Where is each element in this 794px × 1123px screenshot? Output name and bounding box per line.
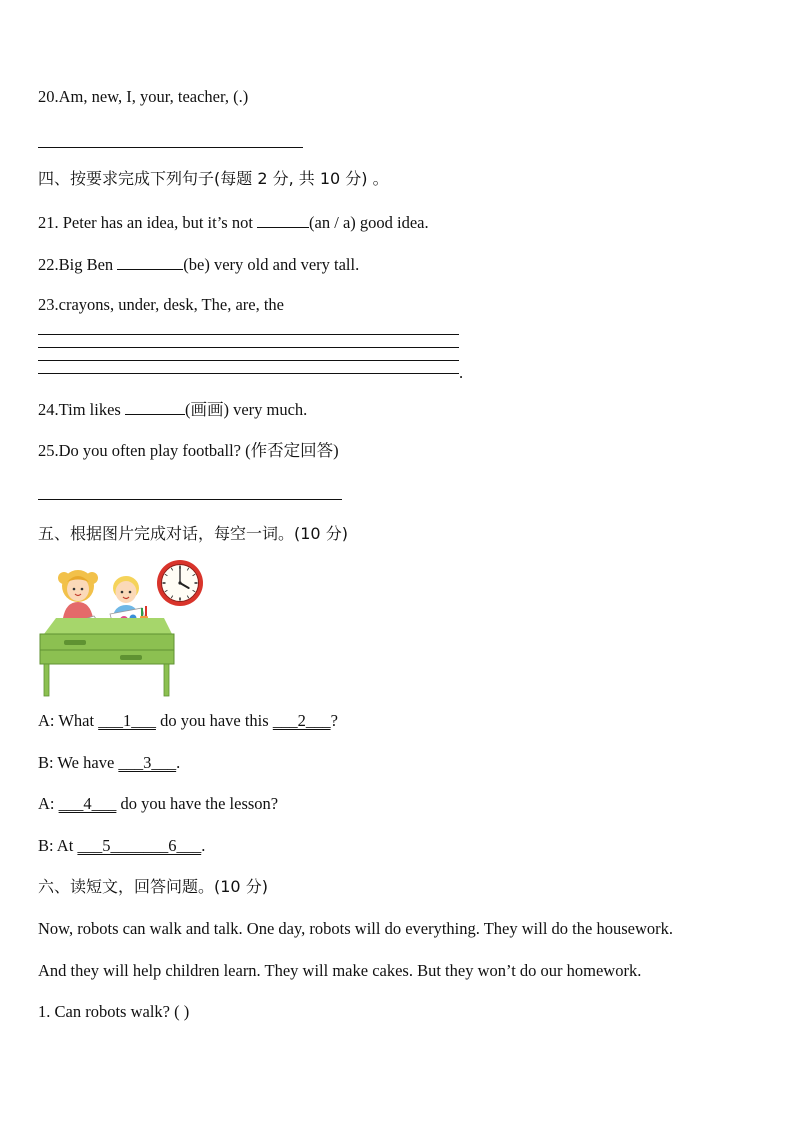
dialog-4-speaker: B: At [38, 836, 78, 855]
dialog-line-2 [38, 752, 180, 774]
dialog-3-end: do you have the lesson? [116, 794, 279, 813]
dialog-line-3 [38, 793, 278, 815]
question-21-hint: (an / a) good idea. [309, 213, 429, 232]
blank-2[interactable]: ___2___ [272, 711, 331, 730]
question-24-hint: (画画) very much. [184, 400, 308, 419]
passage-line-2: And they will help children learn. They will make cakes. But they won’t do our homework. [38, 961, 642, 980]
blank-21[interactable] [257, 211, 309, 228]
question-23-period: . [459, 363, 464, 382]
blank-4[interactable]: ___4___ [58, 794, 117, 813]
answer-line-23c [38, 360, 459, 361]
dialog-line-4 [38, 835, 205, 857]
dialog-line-1 [38, 710, 338, 732]
answer-line-25 [38, 499, 342, 500]
question-23: 23.crayons, under, desk, The, are, the [38, 295, 284, 314]
question-25: 25.Do you often play football? (作否定回答) [38, 441, 339, 460]
section-6-heading: 六、读短文，回答问题。(10 分) [38, 877, 268, 896]
reading-question-1: 1. Can robots walk? ( ) [38, 1002, 190, 1021]
question-22 [38, 253, 359, 276]
question-24 [38, 398, 307, 421]
dialog-4-end: . [201, 836, 206, 855]
question-22-stem: 22.Big Ben [38, 255, 118, 274]
classroom-drawing-illustration [36, 556, 214, 698]
dialog-1-mid: do you have this [155, 711, 273, 730]
answer-line-23d [38, 373, 459, 374]
dialog-2-speaker: B: We have [38, 753, 119, 772]
section-4-heading: 四、按要求完成下列句子(每题 2 分, 共 10 分) 。 [38, 169, 389, 188]
dialog-2-end: . [176, 753, 181, 772]
section-5-heading: 五、根据图片完成对话，每空一词。(10 分) [38, 524, 348, 543]
dialog-1-speaker: A: What [38, 711, 99, 730]
dialog-3-speaker: A: [38, 794, 59, 813]
question-22-hint: (be) very old and very tall. [183, 255, 360, 274]
blank-22[interactable] [117, 253, 183, 270]
question-24-stem: 24.Tim likes [38, 400, 125, 419]
wall-clock-icon [157, 560, 203, 606]
blank-3[interactable]: ___3___ [118, 753, 177, 772]
dialog-1-end: ? [330, 711, 338, 730]
answer-line-23a [38, 334, 459, 335]
question-21-stem: 21. Peter has an idea, but it’s not [38, 213, 258, 232]
answer-line-23b [38, 347, 459, 348]
question-21 [38, 211, 429, 234]
blank-5-6[interactable]: ___5_______6___ [77, 836, 202, 855]
girl-figure [58, 570, 98, 618]
desk [40, 618, 174, 696]
answer-line-20 [38, 147, 303, 148]
blank-24[interactable] [125, 398, 185, 415]
passage-line-1: Now, robots can walk and talk. One day, robots will do everything. They will do the housework. [38, 919, 673, 938]
blank-1[interactable]: ___1___ [98, 711, 156, 730]
question-20: 20.Am, new, I, your, teacher, (.) [38, 87, 249, 106]
